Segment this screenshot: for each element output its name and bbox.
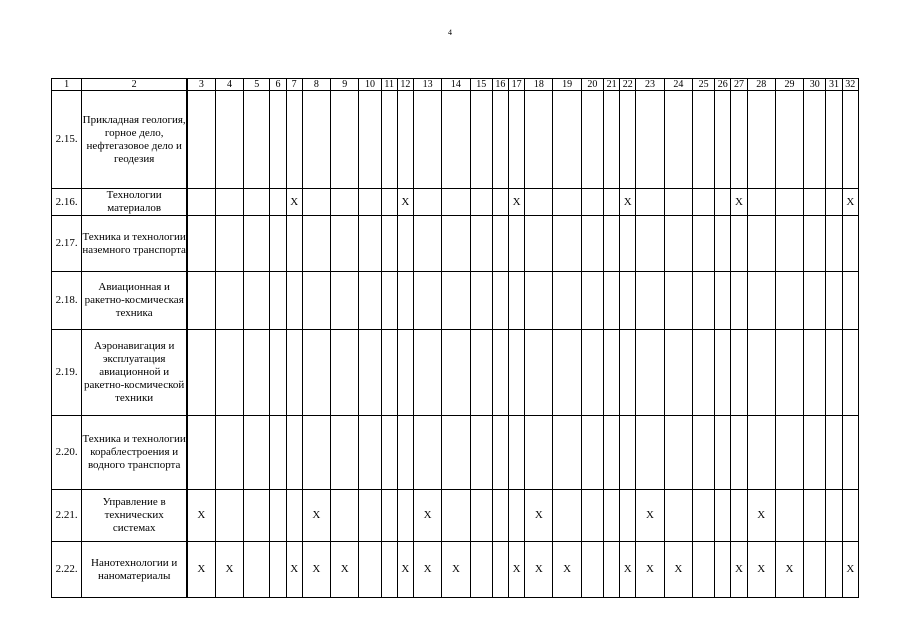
mark-cell <box>775 490 803 542</box>
mark-cell <box>470 189 492 216</box>
mark-cell <box>581 189 603 216</box>
mark-cell <box>244 91 270 189</box>
row-name: Авиационная и ракетно-космическая техника <box>82 272 187 330</box>
mark-cell <box>397 330 413 416</box>
mark-cell <box>413 330 441 416</box>
mark-cell <box>636 216 664 272</box>
mark-cell <box>397 490 413 542</box>
mark-cell <box>187 416 215 490</box>
mark-cell <box>442 330 470 416</box>
mark-cell <box>442 216 470 272</box>
mark-cell <box>302 216 330 272</box>
mark-cell <box>381 216 397 272</box>
mark-cell: X <box>187 490 215 542</box>
mark-cell <box>215 416 243 490</box>
row-number: 2.21. <box>52 490 82 542</box>
mark-cell <box>664 189 692 216</box>
mark-cell <box>715 216 731 272</box>
mark-cell <box>286 272 302 330</box>
header-cell: 31 <box>826 79 842 91</box>
mark-cell <box>775 189 803 216</box>
mark-cell <box>664 330 692 416</box>
header-cell: 2 <box>82 79 187 91</box>
mark-cell <box>581 330 603 416</box>
mark-cell <box>381 416 397 490</box>
mark-cell <box>492 330 508 416</box>
mark-cell: X <box>731 189 747 216</box>
mark-cell <box>715 91 731 189</box>
mark-cell: X <box>508 542 524 598</box>
header-cell: 29 <box>775 79 803 91</box>
header-cell: 9 <box>331 79 359 91</box>
mark-cell: X <box>553 542 581 598</box>
mark-cell: X <box>842 189 858 216</box>
mark-cell <box>244 189 270 216</box>
mark-cell <box>804 330 826 416</box>
mark-cell <box>215 91 243 189</box>
header-cell: 20 <box>581 79 603 91</box>
mark-cell: X <box>331 542 359 598</box>
row-number: 2.17. <box>52 216 82 272</box>
row-name: Техника и технологии наземного транспорта <box>82 216 187 272</box>
header-cell: 10 <box>359 79 381 91</box>
mark-cell <box>359 189 381 216</box>
mark-cell <box>553 490 581 542</box>
mark-cell <box>826 416 842 490</box>
mark-cell: X <box>620 189 636 216</box>
mark-cell <box>664 272 692 330</box>
mark-cell <box>244 272 270 330</box>
mark-cell <box>664 416 692 490</box>
mark-cell <box>470 272 492 330</box>
mark-cell: X <box>525 542 553 598</box>
mark-cell: X <box>302 490 330 542</box>
mark-cell <box>826 189 842 216</box>
mark-cell <box>553 189 581 216</box>
row-name: Аэронавигация и эксплуатация авиационной и ракетно-космической техники <box>82 330 187 416</box>
mark-cell <box>842 272 858 330</box>
row-name: Управление в технических системах <box>82 490 187 542</box>
row-number: 2.15. <box>52 91 82 189</box>
mark-cell <box>492 91 508 189</box>
mark-cell <box>397 216 413 272</box>
mark-cell <box>731 330 747 416</box>
mark-cell <box>470 330 492 416</box>
mark-cell <box>775 330 803 416</box>
header-cell: 32 <box>842 79 858 91</box>
mark-cell <box>731 416 747 490</box>
mark-cell <box>442 91 470 189</box>
mark-cell <box>397 91 413 189</box>
mark-cell: X <box>747 542 775 598</box>
header-cell: 7 <box>286 79 302 91</box>
mark-cell: X <box>413 490 441 542</box>
mark-cell <box>286 216 302 272</box>
mark-cell <box>215 216 243 272</box>
mark-cell <box>381 490 397 542</box>
mark-cell <box>775 91 803 189</box>
header-cell: 13 <box>413 79 441 91</box>
mark-cell <box>331 330 359 416</box>
header-cell: 16 <box>492 79 508 91</box>
mark-cell <box>442 490 470 542</box>
page-number: 4 <box>448 28 452 37</box>
mark-cell <box>731 272 747 330</box>
header-cell: 18 <box>525 79 553 91</box>
mark-cell <box>397 416 413 490</box>
mark-cell <box>381 272 397 330</box>
mark-cell: X <box>397 542 413 598</box>
mark-cell <box>620 216 636 272</box>
mark-cell <box>413 416 441 490</box>
mark-cell: X <box>286 189 302 216</box>
header-cell: 17 <box>508 79 524 91</box>
row-number: 2.19. <box>52 330 82 416</box>
header-cell: 4 <box>215 79 243 91</box>
header-cell: 23 <box>636 79 664 91</box>
mark-cell <box>470 490 492 542</box>
header-cell: 21 <box>604 79 620 91</box>
mark-cell: X <box>775 542 803 598</box>
mark-cell <box>331 416 359 490</box>
competency-table <box>51 78 859 598</box>
mark-cell <box>270 216 286 272</box>
mark-cell <box>604 189 620 216</box>
mark-cell <box>826 272 842 330</box>
mark-cell <box>692 216 714 272</box>
mark-cell: X <box>302 542 330 598</box>
table-row <box>52 330 859 416</box>
mark-cell <box>331 189 359 216</box>
mark-cell <box>804 416 826 490</box>
mark-cell <box>804 91 826 189</box>
mark-cell <box>731 91 747 189</box>
mark-cell <box>359 542 381 598</box>
mark-cell <box>804 542 826 598</box>
mark-cell <box>775 416 803 490</box>
header-cell: 11 <box>381 79 397 91</box>
mark-cell <box>747 330 775 416</box>
mark-cell <box>715 272 731 330</box>
table-row <box>52 416 859 490</box>
mark-cell <box>715 490 731 542</box>
mark-cell: X <box>842 542 858 598</box>
mark-cell <box>525 272 553 330</box>
mark-cell <box>664 91 692 189</box>
row-name: Прикладная геология, горное дело, нефтегазовое дело и геодезия <box>82 91 187 189</box>
mark-cell: X <box>187 542 215 598</box>
mark-cell <box>826 330 842 416</box>
mark-cell <box>525 189 553 216</box>
mark-cell <box>804 490 826 542</box>
mark-cell <box>359 490 381 542</box>
mark-cell <box>581 490 603 542</box>
mark-cell <box>508 91 524 189</box>
mark-cell <box>442 272 470 330</box>
mark-cell <box>331 490 359 542</box>
mark-cell <box>525 216 553 272</box>
mark-cell <box>359 272 381 330</box>
mark-cell <box>244 416 270 490</box>
mark-cell <box>331 91 359 189</box>
mark-cell <box>581 272 603 330</box>
mark-cell <box>692 91 714 189</box>
mark-cell: X <box>525 490 553 542</box>
mark-cell <box>470 416 492 490</box>
mark-cell <box>286 490 302 542</box>
header-cell: 24 <box>664 79 692 91</box>
mark-cell <box>302 330 330 416</box>
mark-cell <box>581 216 603 272</box>
mark-cell <box>842 490 858 542</box>
mark-cell <box>359 330 381 416</box>
mark-cell <box>413 189 441 216</box>
mark-cell <box>747 189 775 216</box>
mark-cell <box>525 91 553 189</box>
mark-cell <box>270 490 286 542</box>
header-cell: 28 <box>747 79 775 91</box>
mark-cell <box>244 490 270 542</box>
mark-cell <box>359 91 381 189</box>
table-row <box>52 91 859 189</box>
mark-cell <box>692 330 714 416</box>
header-cell: 1 <box>52 79 82 91</box>
mark-cell <box>636 330 664 416</box>
mark-cell <box>244 330 270 416</box>
mark-cell <box>359 416 381 490</box>
table-row <box>52 490 859 542</box>
mark-cell <box>604 91 620 189</box>
mark-cell <box>804 189 826 216</box>
mark-cell <box>775 272 803 330</box>
row-name: Технологии материалов <box>82 189 187 216</box>
header-cell: 14 <box>442 79 470 91</box>
mark-cell <box>413 272 441 330</box>
mark-cell <box>270 91 286 189</box>
row-name: Нанотехнологии и наноматериалы <box>82 542 187 598</box>
mark-cell: X <box>747 490 775 542</box>
mark-cell <box>286 91 302 189</box>
mark-cell <box>747 272 775 330</box>
mark-cell <box>553 216 581 272</box>
mark-cell <box>470 216 492 272</box>
header-cell: 25 <box>692 79 714 91</box>
mark-cell <box>692 272 714 330</box>
header-cell: 12 <box>397 79 413 91</box>
mark-cell <box>664 216 692 272</box>
header-row <box>52 79 859 91</box>
mark-cell <box>508 330 524 416</box>
table-row <box>52 216 859 272</box>
mark-cell <box>620 416 636 490</box>
mark-cell <box>636 416 664 490</box>
mark-cell <box>636 91 664 189</box>
mark-cell <box>604 272 620 330</box>
mark-cell <box>331 216 359 272</box>
mark-cell <box>715 416 731 490</box>
mark-cell <box>804 216 826 272</box>
mark-cell: X <box>620 542 636 598</box>
mark-cell <box>492 272 508 330</box>
mark-cell <box>270 330 286 416</box>
mark-cell <box>604 330 620 416</box>
mark-cell <box>581 542 603 598</box>
mark-cell <box>492 416 508 490</box>
mark-cell <box>244 542 270 598</box>
mark-cell <box>397 272 413 330</box>
mark-cell <box>270 272 286 330</box>
mark-cell: X <box>215 542 243 598</box>
mark-cell: X <box>731 542 747 598</box>
mark-cell <box>775 216 803 272</box>
table-row <box>52 542 859 598</box>
mark-cell: X <box>664 542 692 598</box>
mark-cell <box>715 542 731 598</box>
mark-cell: X <box>636 542 664 598</box>
header-cell: 6 <box>270 79 286 91</box>
mark-cell <box>692 542 714 598</box>
mark-cell <box>747 216 775 272</box>
mark-cell <box>553 416 581 490</box>
mark-cell <box>187 91 215 189</box>
mark-cell <box>826 542 842 598</box>
mark-cell <box>508 272 524 330</box>
mark-cell <box>842 216 858 272</box>
mark-cell <box>492 189 508 216</box>
mark-cell <box>604 490 620 542</box>
mark-cell <box>302 91 330 189</box>
mark-cell <box>620 490 636 542</box>
mark-cell <box>187 330 215 416</box>
header-cell: 15 <box>470 79 492 91</box>
mark-cell <box>692 490 714 542</box>
mark-cell <box>826 490 842 542</box>
mark-cell <box>442 189 470 216</box>
mark-cell <box>636 189 664 216</box>
mark-cell <box>553 330 581 416</box>
mark-cell <box>731 490 747 542</box>
mark-cell <box>492 216 508 272</box>
mark-cell <box>215 490 243 542</box>
mark-cell <box>842 91 858 189</box>
mark-cell <box>826 91 842 189</box>
mark-cell <box>826 216 842 272</box>
mark-cell <box>187 216 215 272</box>
mark-cell <box>413 216 441 272</box>
mark-cell <box>270 416 286 490</box>
mark-cell <box>215 272 243 330</box>
mark-cell <box>381 91 397 189</box>
row-number: 2.22. <box>52 542 82 598</box>
mark-cell <box>731 216 747 272</box>
mark-cell <box>381 542 397 598</box>
mark-cell: X <box>397 189 413 216</box>
mark-cell <box>302 416 330 490</box>
mark-cell <box>270 189 286 216</box>
mark-cell <box>187 272 215 330</box>
header-cell: 8 <box>302 79 330 91</box>
mark-cell <box>381 189 397 216</box>
mark-cell <box>715 330 731 416</box>
mark-cell: X <box>508 189 524 216</box>
mark-cell <box>508 216 524 272</box>
header-cell: 19 <box>553 79 581 91</box>
header-cell: 5 <box>244 79 270 91</box>
mark-cell <box>442 416 470 490</box>
mark-cell: X <box>286 542 302 598</box>
table-row <box>52 189 859 216</box>
mark-cell <box>470 91 492 189</box>
mark-cell: X <box>636 490 664 542</box>
row-number: 2.18. <box>52 272 82 330</box>
mark-cell <box>286 330 302 416</box>
mark-cell <box>244 216 270 272</box>
mark-cell <box>508 490 524 542</box>
mark-cell <box>302 272 330 330</box>
mark-cell <box>302 189 330 216</box>
row-number: 2.16. <box>52 189 82 216</box>
mark-cell <box>413 91 441 189</box>
mark-cell <box>664 490 692 542</box>
header-cell: 22 <box>620 79 636 91</box>
mark-cell <box>553 272 581 330</box>
header-cell: 27 <box>731 79 747 91</box>
mark-cell <box>842 330 858 416</box>
mark-cell <box>636 272 664 330</box>
mark-cell <box>620 330 636 416</box>
mark-cell <box>187 189 215 216</box>
mark-cell <box>604 542 620 598</box>
mark-cell <box>492 542 508 598</box>
mark-cell <box>525 330 553 416</box>
table-row <box>52 272 859 330</box>
row-number: 2.20. <box>52 416 82 490</box>
header-cell: 26 <box>715 79 731 91</box>
mark-cell <box>381 330 397 416</box>
mark-cell <box>492 490 508 542</box>
header-cell: 30 <box>804 79 826 91</box>
mark-cell <box>692 189 714 216</box>
mark-cell <box>270 542 286 598</box>
mark-cell <box>331 272 359 330</box>
row-name: Техника и технологии кораблестроения и водного транспорта <box>82 416 187 490</box>
mark-cell: X <box>413 542 441 598</box>
mark-cell <box>359 216 381 272</box>
mark-cell <box>804 272 826 330</box>
mark-cell <box>470 542 492 598</box>
mark-cell <box>842 416 858 490</box>
mark-cell: X <box>442 542 470 598</box>
mark-cell <box>604 216 620 272</box>
mark-cell <box>620 272 636 330</box>
mark-cell <box>215 330 243 416</box>
mark-cell <box>553 91 581 189</box>
mark-cell <box>620 91 636 189</box>
mark-cell <box>508 416 524 490</box>
mark-cell <box>747 91 775 189</box>
mark-cell <box>747 416 775 490</box>
mark-cell <box>215 189 243 216</box>
mark-cell <box>525 416 553 490</box>
mark-cell <box>581 416 603 490</box>
mark-cell <box>286 416 302 490</box>
mark-cell <box>604 416 620 490</box>
header-cell: 3 <box>187 79 215 91</box>
mark-cell <box>692 416 714 490</box>
mark-cell <box>581 91 603 189</box>
mark-cell <box>715 189 731 216</box>
